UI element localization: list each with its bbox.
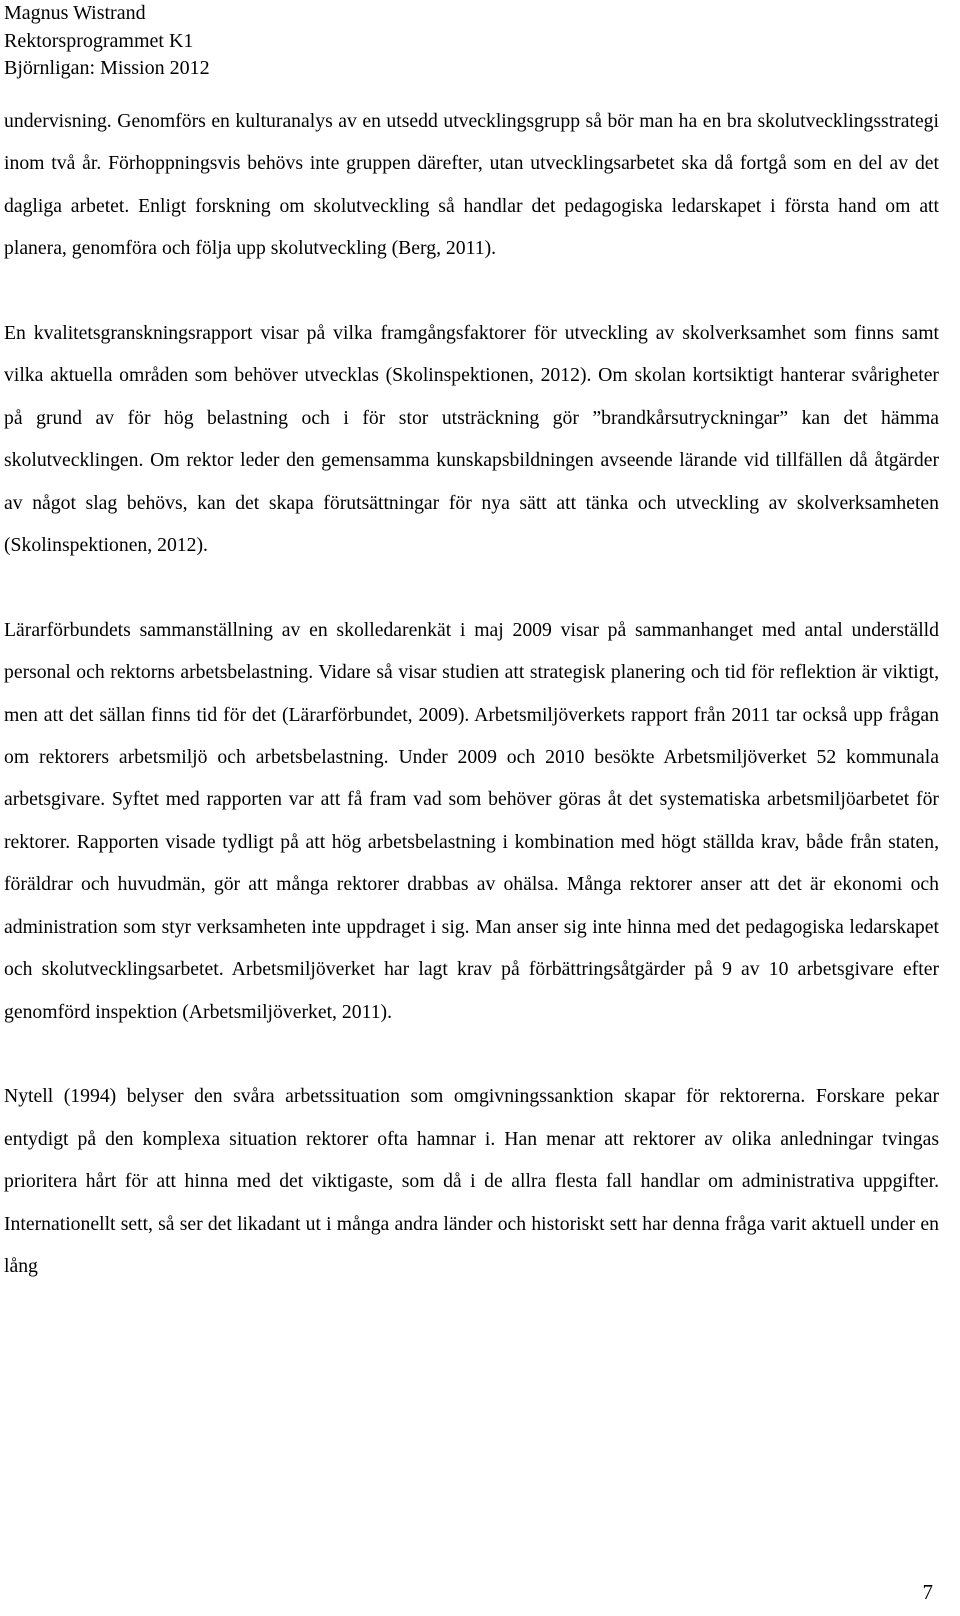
paragraph-3: Lärarförbundets sammanställning av en skolledarenkät i maj 2009 visar på sammanhanget med antal underställd personal och rektorns arbetsbelastning. Vidare så visar studien att strategisk planering och tid för reflektion är viktigt, men att det sällan finns tid för det (Lärarförbundet, 2009). Arbetsmiljöverkets rapport från 2011 tar också upp frågan om rektorers arbetsmiljö och arbetsbelastning. Under 2009 och 2010 besökte Arbetsmiljöverket 52 kommunala arbetsgivare. Syftet med rapporten var att få fram vad som behöver göras åt det systematiska arbetsmiljöarbetet för rektorer. Rapporten visade tydligt på att hög arbetsbelastning i kombination med högt ställda krav, både från staten, föräldrar och huvudmän, gör att många rektorer drabbas av ohälsa. Många rektorer anser att det är ekonomi och administration som styr verksamheten inte uppdraget i sig. Man anser sig inte hinna med det pedagogiska ledarskapet och skolutvecklingsarbetet. Arbetsmiljöverket har lagt krav på förbättringsåtgärder på 9 av 10 arbetsgivare efter genomförd inspektion (Arbetsmiljöverket, 2011). (4, 618, 939, 1023)
page-header (4, 0, 210, 83)
page-number: 7 (922, 1580, 933, 1604)
document-body (4, 100, 939, 1287)
paragraph-2: En kvalitetsgranskningsrapport visar på vilka framgångsfaktorer för utveckling av skolverksamhet som finns samt vilka aktuella områden som behöver utvecklas (Skolinspektionen, 2012). Om skolan kortsiktigt hanterar svårigheter på grund av för hög belastning och i för stor utsträckning gör ”brandkårsutryckningar” kan det hämma skolutvecklingen. Om rektor leder den gemensamma kunskapsbildningen avseende lärande vid tillfällen då åtgärder av något slag behövs, kan det skapa förutsättningar för nya sätt att tänka och utveckling av skolverksamheten (Skolinspektionen, 2012). (4, 322, 939, 557)
paragraph-4: Nytell (1994) belyser den svåra arbetssituation som omgivningssanktion skapar för rektorerna. Forskare pekar entydigt på den komplexa situation rektorer ofta hamnar i. Han menar att rektorer av olika anledningar tvingas prioritera hårt för att hinna med det viktigaste, som då i de allra flesta fall handlar om administrativa uppgifter. Internationellt sett, så ser det likadant ut i många andra länder och historiskt sett har denna fråga varit aktuell under en lång (4, 1085, 939, 1277)
paragraph-1: undervisning. Genomförs en kulturanalys av en utsedd utvecklingsgrupp så bör man ha en bra skolutvecklingsstrategi inom två år. Förhoppningsvis behövs inte gruppen därefter, utan utvecklingsarbetet ska då fortgå som en del av det dagliga arbetet. Enligt forskning om skolutveckling så handlar det pedagogiska ledarskapet i första hand om att planera, genomföra och följa upp skolutveckling (Berg, 2011). (4, 110, 939, 260)
author-name: Magnus Wistrand (4, 2, 146, 24)
group-name: Björnligan: Mission 2012 (4, 57, 210, 79)
program-name: Rektorsprogrammet K1 (4, 29, 194, 52)
